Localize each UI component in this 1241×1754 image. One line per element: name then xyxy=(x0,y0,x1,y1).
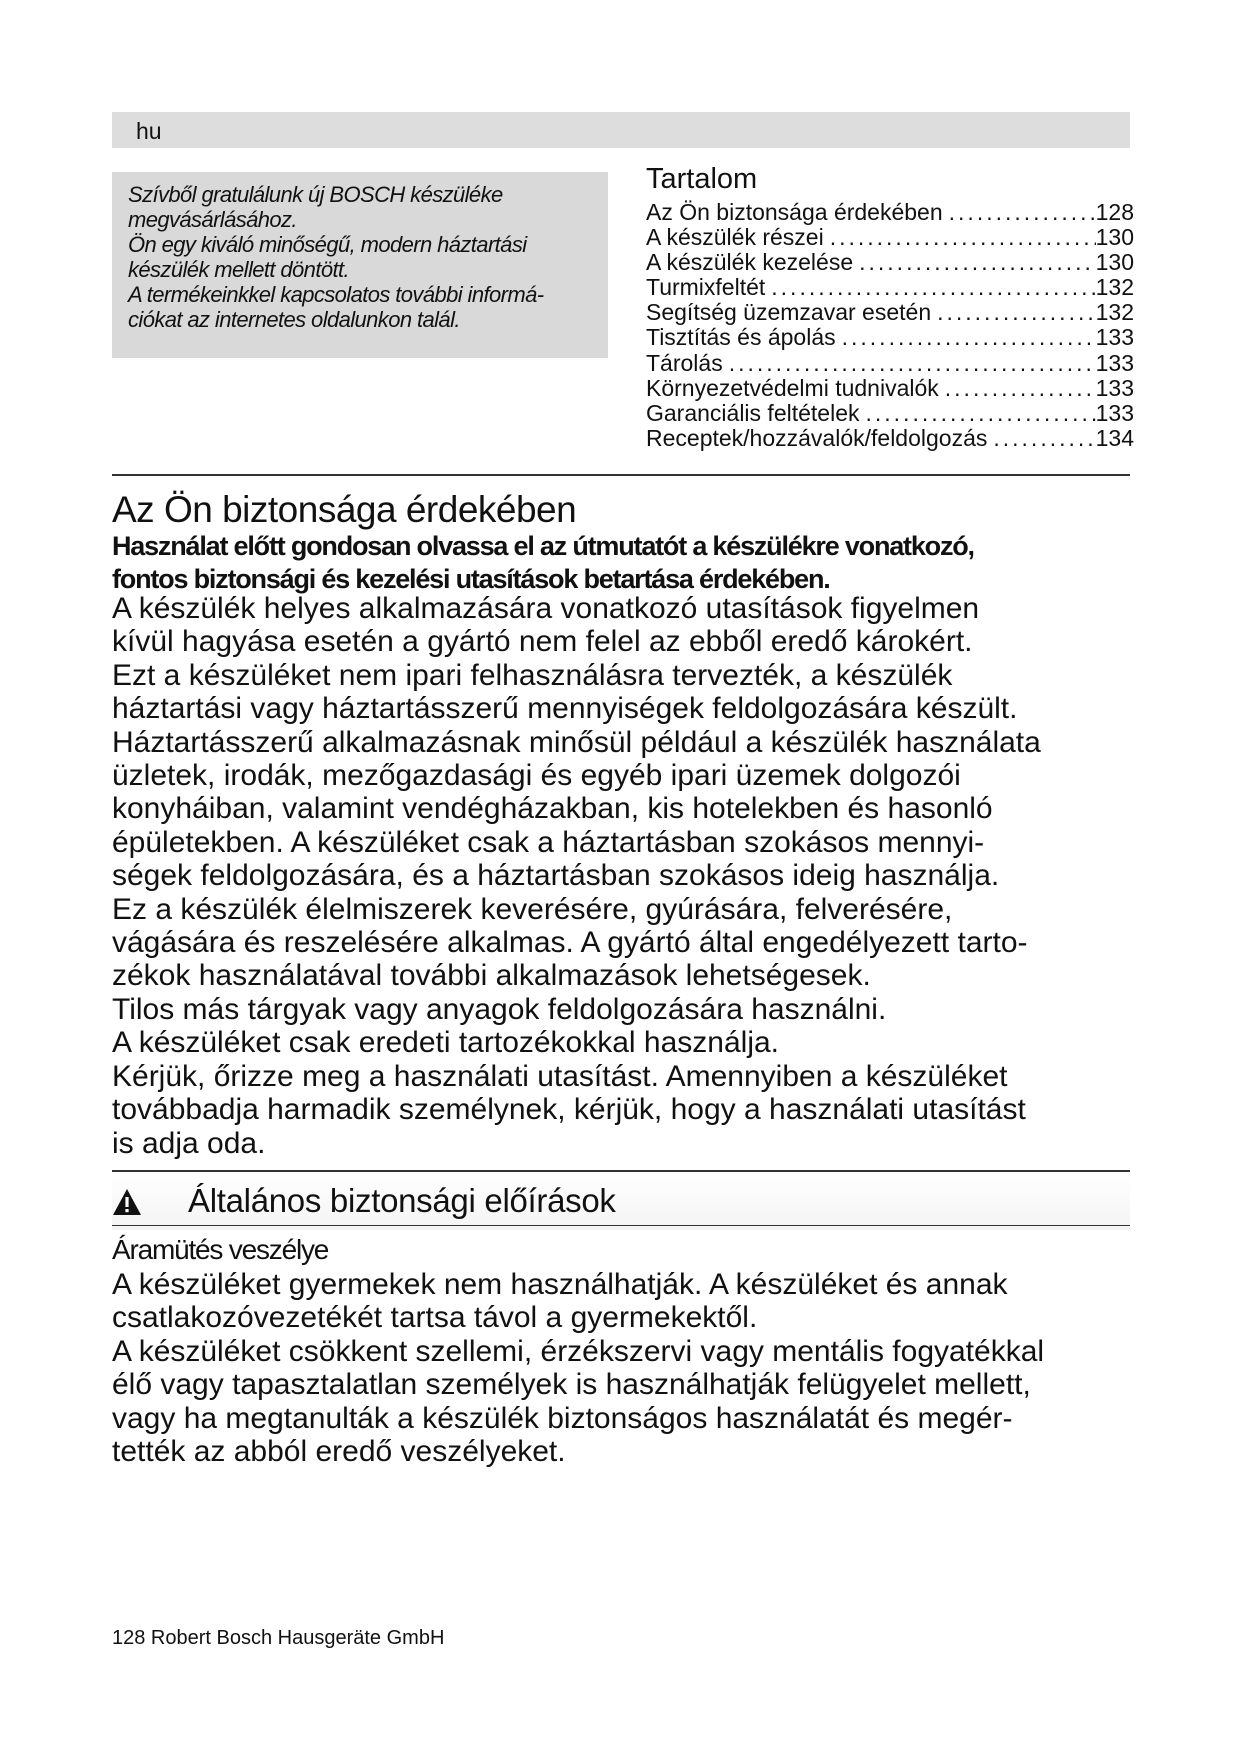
intro-line: A termékeinkkel kapcsolatos további informá- xyxy=(128,282,544,307)
body-text-line: ségek feldolgozására, és a háztartásban szokásos ideig használja. xyxy=(112,859,1000,893)
body-text-line: A készüléket gyermekek nem használhatják. A készüléket és annak xyxy=(112,1268,1008,1301)
body-text-line: továbbadja harmadik személynek, kérjük, hogy a használati utasítást xyxy=(112,1093,1026,1127)
toc-entry-label: A készülék részei xyxy=(646,225,824,251)
toc-entry-page: 128 xyxy=(1095,200,1134,225)
toc-entry[interactable] xyxy=(646,351,1134,376)
toc-entry-label: Receptek/hozzávalók/feldolgozás xyxy=(646,425,988,451)
general-safety-title: Általános biztonsági előírások xyxy=(188,1182,616,1219)
intro-box xyxy=(112,172,608,358)
toc-leader-dots xyxy=(824,225,1096,250)
body-text-line: üzletek, irodák, mezőgazdasági és egyéb ipari üzemek dolgozói xyxy=(112,759,961,793)
intro-line: ciókat az internetes oldalunkon talál. xyxy=(128,307,460,332)
body-text-line: csatlakozóvezetékét tartsa távol a gyermekektől. xyxy=(112,1301,758,1335)
toc-entry[interactable] xyxy=(646,376,1134,401)
intro-line: Ön egy kiváló minőségű, modern háztartási xyxy=(128,232,527,257)
bold-text-line: Használat előtt gondosan olvassa el az útmutatót a készülékre vonatkozó, xyxy=(112,531,974,561)
toc-leader-dots xyxy=(931,300,1096,325)
toc-entry-label: Tárolás xyxy=(646,350,723,376)
body-text-line: A készüléket csak eredeti tartozékokkal használja. xyxy=(112,1026,780,1060)
warning-triangle-icon xyxy=(112,1188,142,1216)
toc-entry-label: A készülék kezelése xyxy=(646,250,854,276)
body-text-line: A készülék helyes alkalmazására vonatkozó utasítások figyelmen xyxy=(112,592,980,625)
body-text-line: Tilos más tárgyak vagy anyagok feldolgozására használni. xyxy=(112,992,887,1026)
table-of-contents xyxy=(646,160,1136,451)
toc-entry-page: 133 xyxy=(1095,400,1134,426)
section-divider xyxy=(112,474,1130,476)
toc-entry-label: Tisztítás és ápolás xyxy=(646,325,836,351)
body-text-line: A készüléket csökkent szellemi, érzékszervi vagy mentális fogyatékkal xyxy=(112,1334,1045,1368)
body-text-line: Háztartásszerű alkalmazásnak minősül például a készülék használata xyxy=(112,725,1041,759)
safety-body-text xyxy=(112,592,1192,1160)
heading-underline xyxy=(112,1225,1130,1226)
toc-entry-page: 133 xyxy=(1095,350,1134,376)
toc-entry[interactable] xyxy=(646,275,1134,300)
toc-entry-label: Segítség üzemzavar esetén xyxy=(646,300,932,326)
bold-text-line: fontos biztonsági és kezelési utasítások betartása érdekében. xyxy=(112,564,830,594)
body-text-line: tették az abból eredő veszélyeket. xyxy=(112,1435,566,1469)
body-text-line: Ez a készülék élelmiszerek keverésére, gyúrására, felverésére, xyxy=(112,892,953,926)
body-text-line: konyháiban, valamint vendégházakban, kis hotelekben és hasonló xyxy=(112,792,993,826)
language-header-bar xyxy=(112,112,1130,148)
toc-leader-dots xyxy=(987,426,1095,451)
safety-section-title: Az Ön biztonsága érdekében xyxy=(112,489,577,530)
intro-line: készülék mellett döntött. xyxy=(128,257,350,282)
toc-entry-page: 134 xyxy=(1095,425,1134,451)
language-code: hu xyxy=(136,118,162,144)
body-text-line: Kérjük, őrizze meg a használati utasítást. Amennyiben a készüléket xyxy=(112,1059,1008,1093)
body-text-line: is adja oda. xyxy=(112,1126,266,1160)
toc-entry[interactable] xyxy=(646,250,1134,275)
toc-leader-dots xyxy=(943,200,1096,225)
body-text-line: Ezt a készüléket nem ipari felhasználásra tervezték, a készülék xyxy=(112,658,953,692)
toc-entry-page: 133 xyxy=(1095,375,1134,401)
toc-leader-dots xyxy=(939,376,1096,401)
toc-entry-label: Garanciális feltételek xyxy=(646,400,860,426)
body-text-line: kívül hagyása esetén a gyártó nem felel az ebből eredő károkért. xyxy=(112,625,973,659)
body-text-line: zékok használatával további alkalmazások lehetségesek. xyxy=(112,959,871,993)
toc-entry[interactable] xyxy=(646,401,1134,426)
toc-entry-label: Az Ön biztonsága érdekében xyxy=(646,200,943,225)
toc-entry-page: 130 xyxy=(1095,250,1134,276)
toc-entry-label: Környezetvédelmi tudnivalók xyxy=(646,375,939,401)
body-text-line: háztartási vagy háztartásszerű mennyiségek feldolgozására készült. xyxy=(112,692,1018,726)
safety-intro-bold xyxy=(112,530,1162,596)
page-footer: 128 Robert Bosch Hausgeräte GmbH xyxy=(112,1627,445,1649)
toc-leader-dots xyxy=(765,275,1095,300)
intro-line: Szívből gratulálunk új BOSCH készüléke xyxy=(128,182,503,207)
body-text-line: épületekben. A készüléket csak a háztartásban szokásos mennyi- xyxy=(112,825,985,859)
toc-entry[interactable] xyxy=(646,426,1134,451)
body-text-line: élő vagy tapasztalatlan személyek is használhatják felügyelet mellett, xyxy=(112,1368,1031,1402)
toc-entry[interactable] xyxy=(646,200,1134,225)
toc-title: Tartalom xyxy=(646,163,758,195)
toc-leader-dots xyxy=(853,250,1096,275)
toc-entry[interactable] xyxy=(646,300,1134,325)
toc-leader-dots xyxy=(860,401,1096,426)
toc-entry[interactable] xyxy=(646,225,1134,250)
toc-entry-label: Turmixfeltét xyxy=(646,275,766,301)
body-text-line: vagy ha megtanulták a készülék biztonságos használatát és megér- xyxy=(112,1401,1013,1435)
toc-entry-page: 133 xyxy=(1095,325,1134,351)
toc-leader-dots xyxy=(723,351,1096,376)
toc-entry-page: 130 xyxy=(1095,225,1134,251)
toc-leader-dots xyxy=(836,325,1096,350)
toc-entry-page: 132 xyxy=(1095,300,1134,326)
intro-line: megvásárlásához. xyxy=(128,207,297,232)
toc-entry-page: 132 xyxy=(1095,275,1134,301)
body-text-line: vágására és reszelésére alkalmas. A gyártó által engedélyezett tarto- xyxy=(112,926,1028,960)
general-safety-body xyxy=(112,1268,1192,1468)
toc-entry[interactable] xyxy=(646,325,1134,350)
electric-shock-heading: Áramütés veszélye xyxy=(112,1234,329,1265)
general-safety-header xyxy=(112,1172,1130,1230)
